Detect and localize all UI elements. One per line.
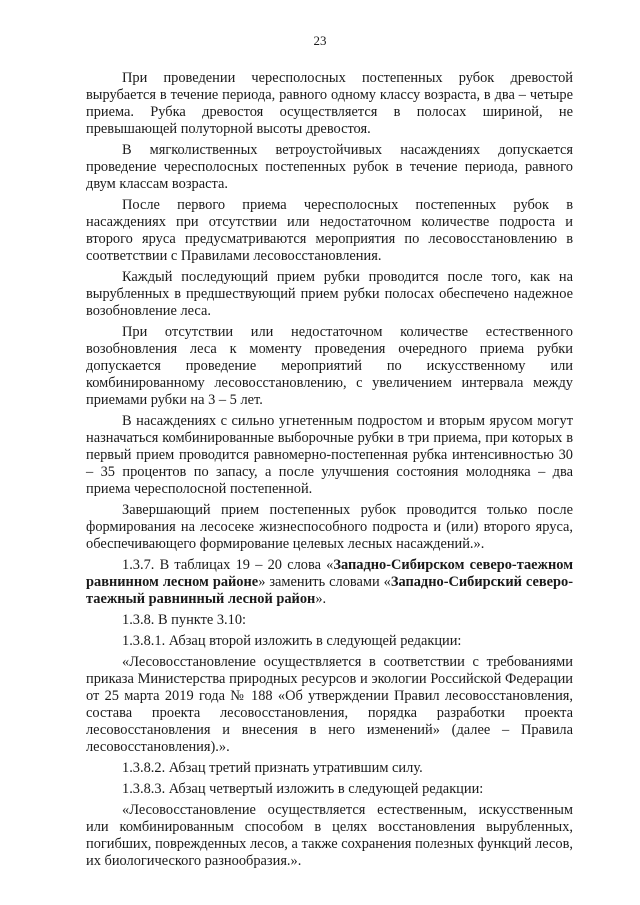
document-body	[86, 70, 573, 874]
paragraph-first-stage: После первого приема чересполосных постепенных рубок в насаждениях при отсутствии или недостаточном количестве подроста и второго яруса предусматриваются мероприятия по лесовосстановлению в соответствии с Правилами лесовосстановления.	[86, 197, 573, 264]
item-1-3-8-1: 1.3.8.1. Абзац второй изложить в следующей редакции:	[122, 633, 462, 649]
page-number: 23	[313, 33, 327, 48]
item-1-3-7-new-name: Западно-Сибирский северо-таежный равнинный лесной район	[86, 574, 573, 607]
item-1-3-7	[86, 557, 573, 608]
item-1-3-8: 1.3.8. В пункте 3.10:	[122, 612, 247, 628]
item-1-3-7-lead: 1.3.7. В таблицах 19 – 20 слова «	[122, 557, 334, 573]
item-1-3-8-3: 1.3.8.3. Абзац четвертый изложить в следующей редакции:	[122, 781, 484, 797]
paragraph-subsequent-stage: Каждый последующий прием рубки проводится после того, как на вырубленных в предшествующий прием рубки полосах обеспечено надежное возобновление леса.	[86, 269, 573, 319]
quote-1-3-8-3: «Лесовосстановление осуществляется естественным, искусственным или комбинированным способом в целях восстановления вырубленных, погибших, поврежденных лесов, а также сохранения полезных функций лесов, их биологического разнообразия.».	[86, 802, 573, 869]
paragraph-final-stage: Завершающий прием постепенных рубок проводится только после формирования на лесосеке жизнеспособного подроста и (или) второго яруса, обеспечивающего формирование целевых лесных насаждений.».	[86, 502, 573, 552]
item-1-3-7-old-name: Западно-Сибирском северо-таежном равнинном лесном районе	[86, 557, 573, 590]
item-1-3-7-tail: ».	[315, 591, 327, 607]
paragraph-soft-leaved: В мягколиственных ветроустойчивых насаждениях допускается проведение чересполосных постепенных рубок в течение периода, равного двум классам возраста.	[86, 142, 573, 192]
quote-1-3-8-1: «Лесовосстановление осуществляется в соответствии с требованиями приказа Министерства природных ресурсов и экологии Российской Федерации от 25 марта 2019 года № 188 «Об утверждении Правил лесовосстановления, состава проекта лесовосстановления, порядка разработки проекта лесовосстановления и внесения в него изменений» (далее – Правила лесовосстановления).».	[86, 654, 573, 755]
item-1-3-8-2: 1.3.8.2. Абзац третий признать утратившим силу.	[122, 760, 423, 776]
paragraph-strip-cutting: При проведении чересполосных постепенных рубок древостой вырубается в течение периода, равного одному классу возраста, в два – четыре приема. Рубка древостоя осуществляется в полосах шириной, не превышающей полуторной высоты древостоя.	[86, 70, 573, 137]
item-1-3-7-middle: » заменить словами «	[258, 574, 391, 590]
paragraph-natural-regeneration: При отсутствии или недостаточном количестве естественного возобновления леса к моменту проведения очередного приема рубки допускается проведение мероприятий по искусственному или комбинированному лесовосстановлению, с увеличением интервала между приемами рубки на 3 – 5 лет.	[86, 324, 573, 408]
paragraph-suppressed-undergrowth: В насаждениях с сильно угнетенным подростом и вторым ярусом могут назначаться комбинированные выборочные рубки в три приема, при которых в первый прием проводится равномерно-постепенная рубка интенсивностью 30 – 35 процентов по запасу, а после улучшения состояния молодняка – два приема чересполосной постепенной.	[86, 413, 573, 497]
